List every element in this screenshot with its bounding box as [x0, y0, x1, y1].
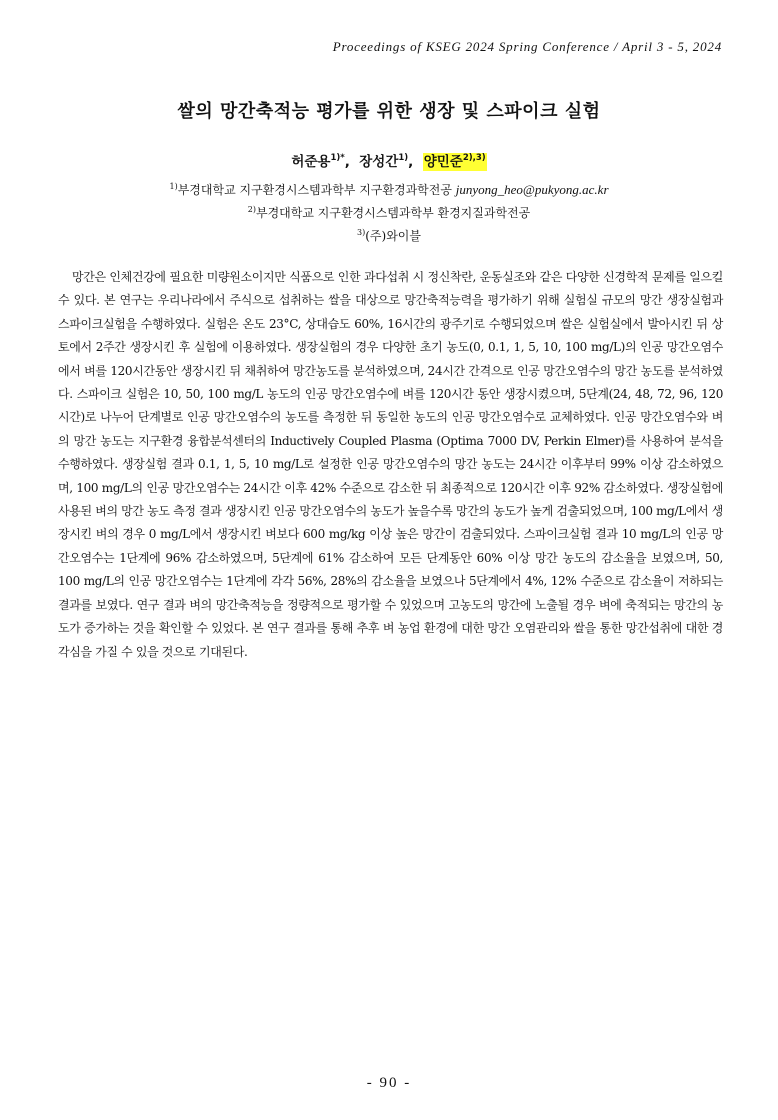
author-name: 장성간 — [359, 154, 399, 170]
author-list — [0, 150, 778, 170]
affiliation-2 — [0, 204, 778, 221]
affiliation-text: 부경대학교 지구환경시스템과학부 지구환경과학전공 — [177, 183, 456, 197]
affiliation-marker: 1) — [169, 182, 178, 191]
author-affiliation-marker: 1)* — [330, 153, 345, 163]
author-name: 허준용 — [291, 154, 331, 170]
affiliation-1 — [0, 181, 778, 198]
affiliation-3 — [0, 227, 778, 244]
abstract-body: 망간은 인체건강에 필요한 미량원소이지만 식품으로 인한 과다섭취 시 정신착란, 운동실조와 같은 다양한 신경학적 문제를 일으킬 수 있다. 본 연구는 우리나라에서 주식으로 섭취하는 쌀을 대상으로 망간축적능력을 평가하기 위해 실험실 규모의 망간 생장실험과 스파이크실험을 수행하였다. 실험은 온도 23°C, 상대습도 60%, 16시간의 광주기로 수행되었으며 쌀은 실험실에서 발아시킨 뒤 상토에서 2주간 생장시킨 후 실험에 이용하였다. 생장실험의 경우 다양한 초기 농도(0, 0.1, 1, 5, 10, 100 mg/L)의 인공 망간오염수에서 벼를 120시간동안 생장시킨 뒤 채취하여 망간농도를 분석하였으며, 24시간 간격으로 인공 망간오염수의 망간 농도를 분석하였다. 스파이크 실험은 10, 50, 100 mg/L 농도의 인공 망간오염수에 벼를 120시간 동안 생장시켰으며, 5단계(24, 48, 72, 96, 120시간)로 나누어 단계별로 인공 망간오염수의 농도를 측정한 뒤 동일한 농도의 인공 망간오염수로 교체하였다. 인공 망간오염수와 벼의 망간 농도는 지구환경 융합분석센터의 Inductively Coupled Plasma (Optima 7000 DV, Perkin Elmer)를 사용하여 분석을 수행하였다. 생장실험 결과 0.1, 1, 5, 10 mg/L로 설정한 인공 망간오염수의 망간 농도는 24시간 이후부터 99% 이상 감소하였으며, 100 mg/L의 인공 망간오염수는 24시간 이후 42% 수준으로 감소한 뒤 최종적으로 120시간 이후 92% 감소하였다. 생장실험에 사용된 벼의 망간 농도 측정 결과 생장시킨 인공 망간오염수의 농도가 높을수록 망간의 농도가 높게 검출되었으며, 100 mg/L에서 생장시킨 벼의 경우 0 mg/L에서 생장시킨 벼보다 600 mg/kg 이상 높은 망간이 검출되었다. 스파이크실험 결과 10 mg/L의 인공 망간오염수는 1단계에 96% 감소하였으며, 5단계에 61% 감소하여 모든 단계동안 60% 이상 망간 농도의 감소율을 보였으며, 50, 100 mg/L의 인공 망간오염수는 1단계에 각각 56%, 28%의 감소율을 보였으나 5단계에서 4%, 12% 수준으로 감소율이 저하되는 결과를 보였다. 연구 결과 벼의 망간축적능을 정량적으로 평가할 수 있었으며 고농도의 망간에 노출될 경우 벼에 축적되는 망간의 농도가 증가하는 것을 확인할 수 있었다. 본 연구 결과를 통해 추후 벼 농업 환경에 대한 망간 오염관리와 쌀을 통한 망간섭취에 대한 경각심을 가질 수 있을 것으로 기대된다. — [58, 270, 723, 659]
running-head: Proceedings of KSEG 2024 Spring Conference / April 3 - 5, 2024 — [332, 39, 722, 54]
highlighted-author — [423, 153, 487, 171]
author-affiliation-marker: 1) — [398, 153, 409, 163]
page-number: - 90 - — [366, 1075, 412, 1091]
affiliation-marker: 3) — [357, 228, 366, 237]
affiliation-text: 부경대학교 지구환경시스템과학부 환경지질과학전공 — [255, 206, 531, 220]
paper-title: 쌀의 망간축적능 평가를 위한 생장 및 스파이크 실험 — [177, 101, 601, 122]
affiliation-marker: 2) — [247, 205, 256, 214]
author-affiliation-marker: 2),3) — [462, 153, 486, 163]
author-name: 양민준 — [423, 154, 463, 170]
author-separator: , — [408, 154, 423, 170]
affiliation-text: (주)와이블 — [365, 229, 421, 243]
corresponding-email: junyong_heo@pukyong.ac.kr — [455, 182, 609, 197]
author-separator: , — [344, 154, 360, 170]
